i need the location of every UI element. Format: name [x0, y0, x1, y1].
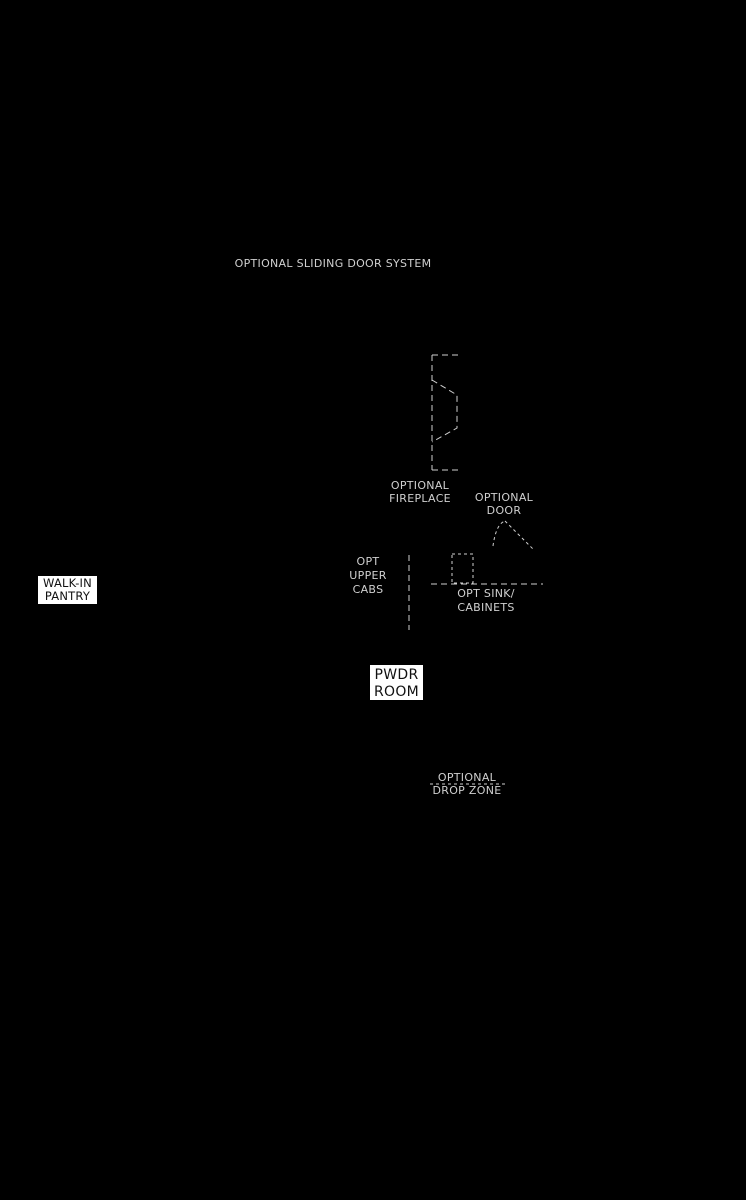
sink-outline — [431, 554, 543, 584]
upper-cabs-label-line3: CABS — [352, 583, 384, 596]
powder-room-label — [370, 665, 423, 700]
sink-label-line1: OPT SINK/ — [457, 587, 515, 600]
pantry-room-label — [38, 576, 97, 604]
pantry-label-line1: WALK-IN — [43, 576, 92, 590]
fireplace-label-line1: OPTIONAL — [390, 479, 450, 492]
drop-zone-label-line2: DROP ZONE — [432, 784, 502, 797]
fireplace-label-line2: FIREPLACE — [389, 492, 451, 505]
sliding-door-label: OPTIONAL SLIDING DOOR SYSTEM — [234, 257, 432, 270]
fireplace-outline — [432, 355, 460, 470]
drop-zone-label-line1: OPTIONAL — [437, 771, 497, 784]
pantry-label-line2: PANTRY — [44, 589, 91, 603]
sink-label-line2: CABINETS — [457, 601, 515, 614]
door-label-line2: DOOR — [486, 504, 522, 517]
powder-label-line1: PWDR — [374, 667, 419, 683]
door-swing-arc — [493, 521, 533, 549]
upper-cabs-label-line1: OPT — [356, 555, 380, 568]
door-label-line1: OPTIONAL — [474, 491, 534, 504]
powder-label-line2: ROOM — [373, 684, 420, 700]
upper-cabs-label-line2: UPPER — [349, 569, 387, 582]
